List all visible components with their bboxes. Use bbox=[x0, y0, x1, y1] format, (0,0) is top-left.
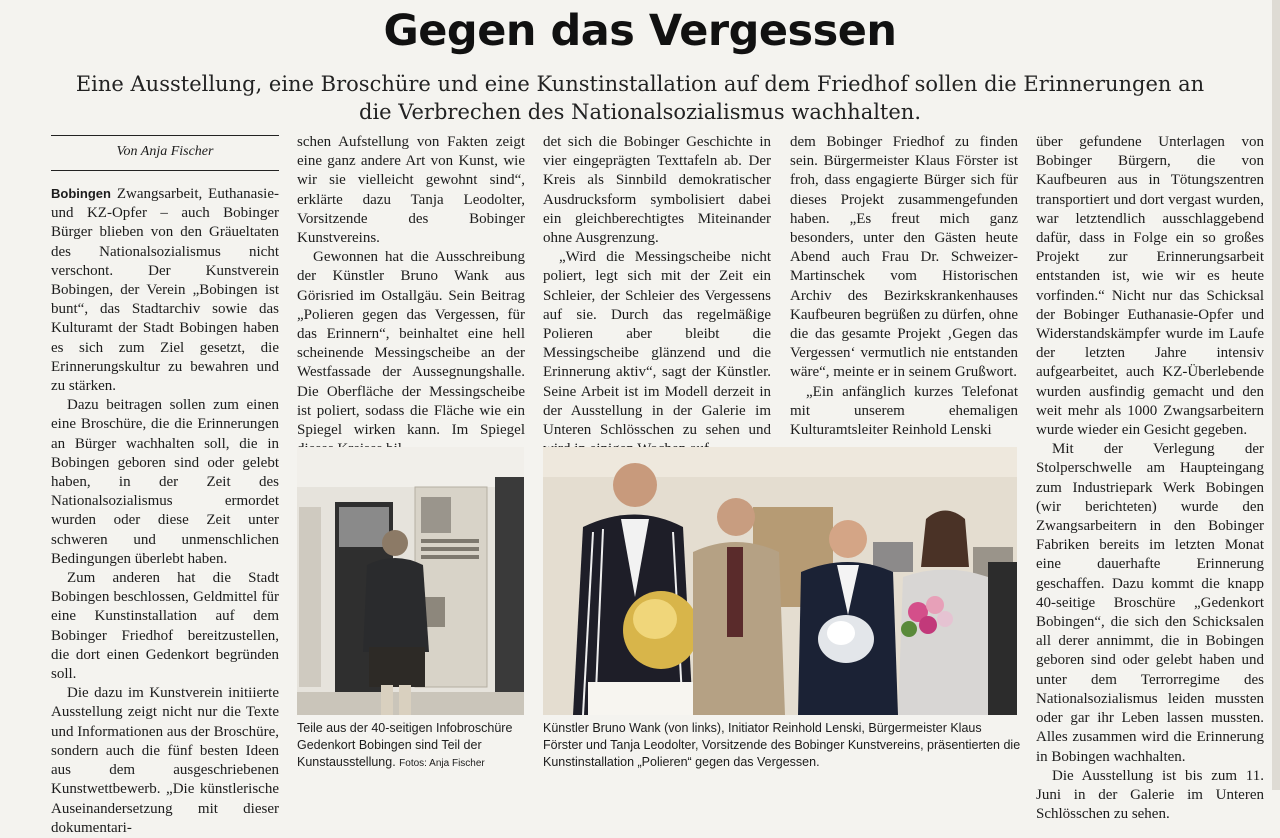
photo-caption-2: Künstler Bruno Wank (von links), Initiator Reinhold Lenski, Bürgermeister Klaus Förster und Tanja Leodolter, Vorsitzende des Bobinger Kunstvereins, präsentierten die Kunstinstallation „Polieren“ gegen das Vergessen. bbox=[543, 721, 1021, 769]
paragraph: „Wird die Messingscheibe nicht poliert, legt sich mit der Zeit ein Schleier, der Schleier des Vergessens auf sie. Durch das regelmäßige Polieren aber bleibt die Messingscheibe glänzend und die Erinnerung aktiv“, sagt der Künstler. Seine Arbeit ist im Modell derzeit in der Ausstellung in der Galerie im Unteren Schlösschen zu sehen und bbox=[543, 249, 771, 439]
byline-rule-bottom bbox=[51, 170, 279, 171]
exhibition-photo-illustration bbox=[297, 447, 524, 715]
subheadline: Eine Ausstellung, eine Broschüre und eine Kunstinstallation auf dem Friedhof sollen die Erinnerungen an die Verbrechen des Nationalsozialismus wachhalten. bbox=[75, 72, 1205, 124]
paragraph: dem Bobinger Friedhof zu finden sein. Bürgermeister Klaus Förster ist froh, dass engagierte Bürger sich für dieses Projekt zusammengefunden haben. „Es freut mich ganz besonders, unter den Gästen heute Abend auch Frau Dr. Schweizer-Martinschek vom Historischen Archiv des Bezirkskrankenhauses Kaufbeuren begrüßen zu dürfen, ohne die das gesamte Projekt ‚Gegen das Vergessen‘ vermutlich nie entstanden wäre“, meinte er in seinem Grußwort. bbox=[790, 134, 1018, 381]
article-column-3 bbox=[543, 133, 771, 459]
paragraph: Gewonnen hat die Ausschreibung der Künstler Bruno Wank aus Görisried im Ostallgäu. Sein Beitrag „Polieren gegen das Vergessen, für das Erinnern“, beinhaltet eine hell scheinende Messingscheibe an der Westfassade der Aussegnungshalle. Die Oberfläche der Messingscheibe ist poliert, sodass die Fläche wie ein Spiegel wirken kann. Im Spiegel bbox=[297, 249, 525, 439]
caption-text: Teile aus der 40-seitigen Infobroschüre Gedenkort Bobingen sind Teil der Kunstausstellung. bbox=[297, 721, 513, 769]
paragraph: Zwangsarbeit, Euthanasie- und KZ-Opfer – auch Bobinger Bürger blieben von den Gräueltaten des Nationalsozialismus nicht verschont. Der Kunstverein Bobingen, der Verein „Bobingen ist bunt“, das Stadtarchiv sowie das Kulturamt der Stadt Bobingen haben es sich zum Ziel gesetzt, die Erinnerungskultur zu bewahren und zu stärken. bbox=[51, 186, 279, 395]
page-edge bbox=[1272, 0, 1280, 790]
headline: Gegen das Vergessen bbox=[383, 6, 897, 56]
paragraph: det sich die Bobinger Geschichte in vier eingeprägten Texttafeln ab. Der Kreis als Sinnbild demokratischer Ausdrucksform symbolisiert dabei ein gleichberechtigtes Miteinander ohne Ausgrenzung. bbox=[543, 134, 771, 247]
article-column-4 bbox=[790, 133, 1018, 440]
paragraph: über gefundene Unterlagen von Bobinger Bürgern, die von Kaufbeuren aus in Tötungszentren transportiert und dort vergast wurden, war letztendlich ausschlaggebend dafür, dass in Folge ein so großes Projekt zur Erinnerungsarbeit entstanden ist, wie wir es heute vorfinden.“ Nicht nur das Schicksal der Bobinger Euthanasie-Opfer und Widerstandskämpfer wurde im Laufe der letzten Jahre intensiv aufgearbeitet, auch KZ-Überlebende wurden ausfindig gemacht und den weit mehr als 1000 Zwangsarbeitern wurde wieder ein Gesicht gegeben. bbox=[1036, 134, 1264, 439]
paragraph: Dazu beitragen sollen zum einen eine Broschüre, die die Erinnerungen an Bürger wachhalten soll, die in Bobingen geboren sind oder gelebt haben, in der Zeit des Nationalsozialismus ermordet wurden oder diese Zeit unter schweren und unmenschlichen Bedingungen überlebt haben. bbox=[51, 397, 279, 567]
exhibition-photo bbox=[297, 447, 524, 715]
paragraph: „Ein anfänglich kurzes Telefonat mit unserem ehemaligen Kulturamtsleiter Reinhold Lenski bbox=[790, 383, 1018, 439]
byline: Von Anja Fischer bbox=[116, 144, 214, 159]
article-column-2 bbox=[297, 133, 525, 459]
group-photo bbox=[543, 447, 1017, 715]
photo-credit: Fotos: Anja Fischer bbox=[399, 758, 485, 769]
paragraph: Zum anderen hat die Stadt Bobingen beschlossen, Geldmittel für eine Kunstinstallation auf dem Bobinger Friedhof bereitzustellen, die dort einen Gedenkort begründen soll. bbox=[51, 570, 279, 683]
article-column-1 bbox=[51, 184, 279, 838]
dateline: Bobingen bbox=[51, 186, 111, 201]
paragraph: Die dazu im Kunstverein initiierte Ausstellung zeigt nicht nur die Texte und Informationen aus der Broschüre, sondern auch die fünf besten Ideen aus dem ausgeschriebenen Kunstwettbewerb. „Die künstlerische Auseinandersetzung mit dieser dokumentari- bbox=[51, 685, 279, 836]
article-column-5 bbox=[1036, 133, 1264, 824]
paragraph: Mit der Verlegung der Stolperschwelle am Haupteingang zum Industriepark Werk Bobingen (wir berichteten) wurde den Zwangsarbeitern in den Bobinger Fabriken bereits im letzten Monat eine dauerhafte Erinnerung geschaffen. Dazu kommt die knapp 40-seitige Broschüre „Gedenkort Bobingen“, die sich den Schicksalen all derer annimmt, die in Bobingen geboren sind oder gelebt haben und unter dem Terrorregime des Nationalsozialismus leiden mussten oder gar ihr Leben lassen mussten. Alles zusammen wird die Erinnerung in Bobingen wachhalten. bbox=[1036, 441, 1264, 765]
byline-rule-top bbox=[51, 135, 279, 136]
paragraph: Die Ausstellung ist bis zum 11. Juni in der Galerie im Unteren Schlösschen zu sehen. bbox=[1036, 767, 1264, 823]
group-photo-illustration bbox=[543, 447, 1017, 715]
photo-caption-1 bbox=[297, 720, 527, 772]
paragraph: schen Aufstellung von Fakten zeigt eine ganz andere Art von Kunst, wie wir sie vielleicht gewohnt sind“, erklärte dazu Tanja Leodolter, Vorsitzende des Bobinger Kunstvereins. bbox=[297, 134, 525, 247]
